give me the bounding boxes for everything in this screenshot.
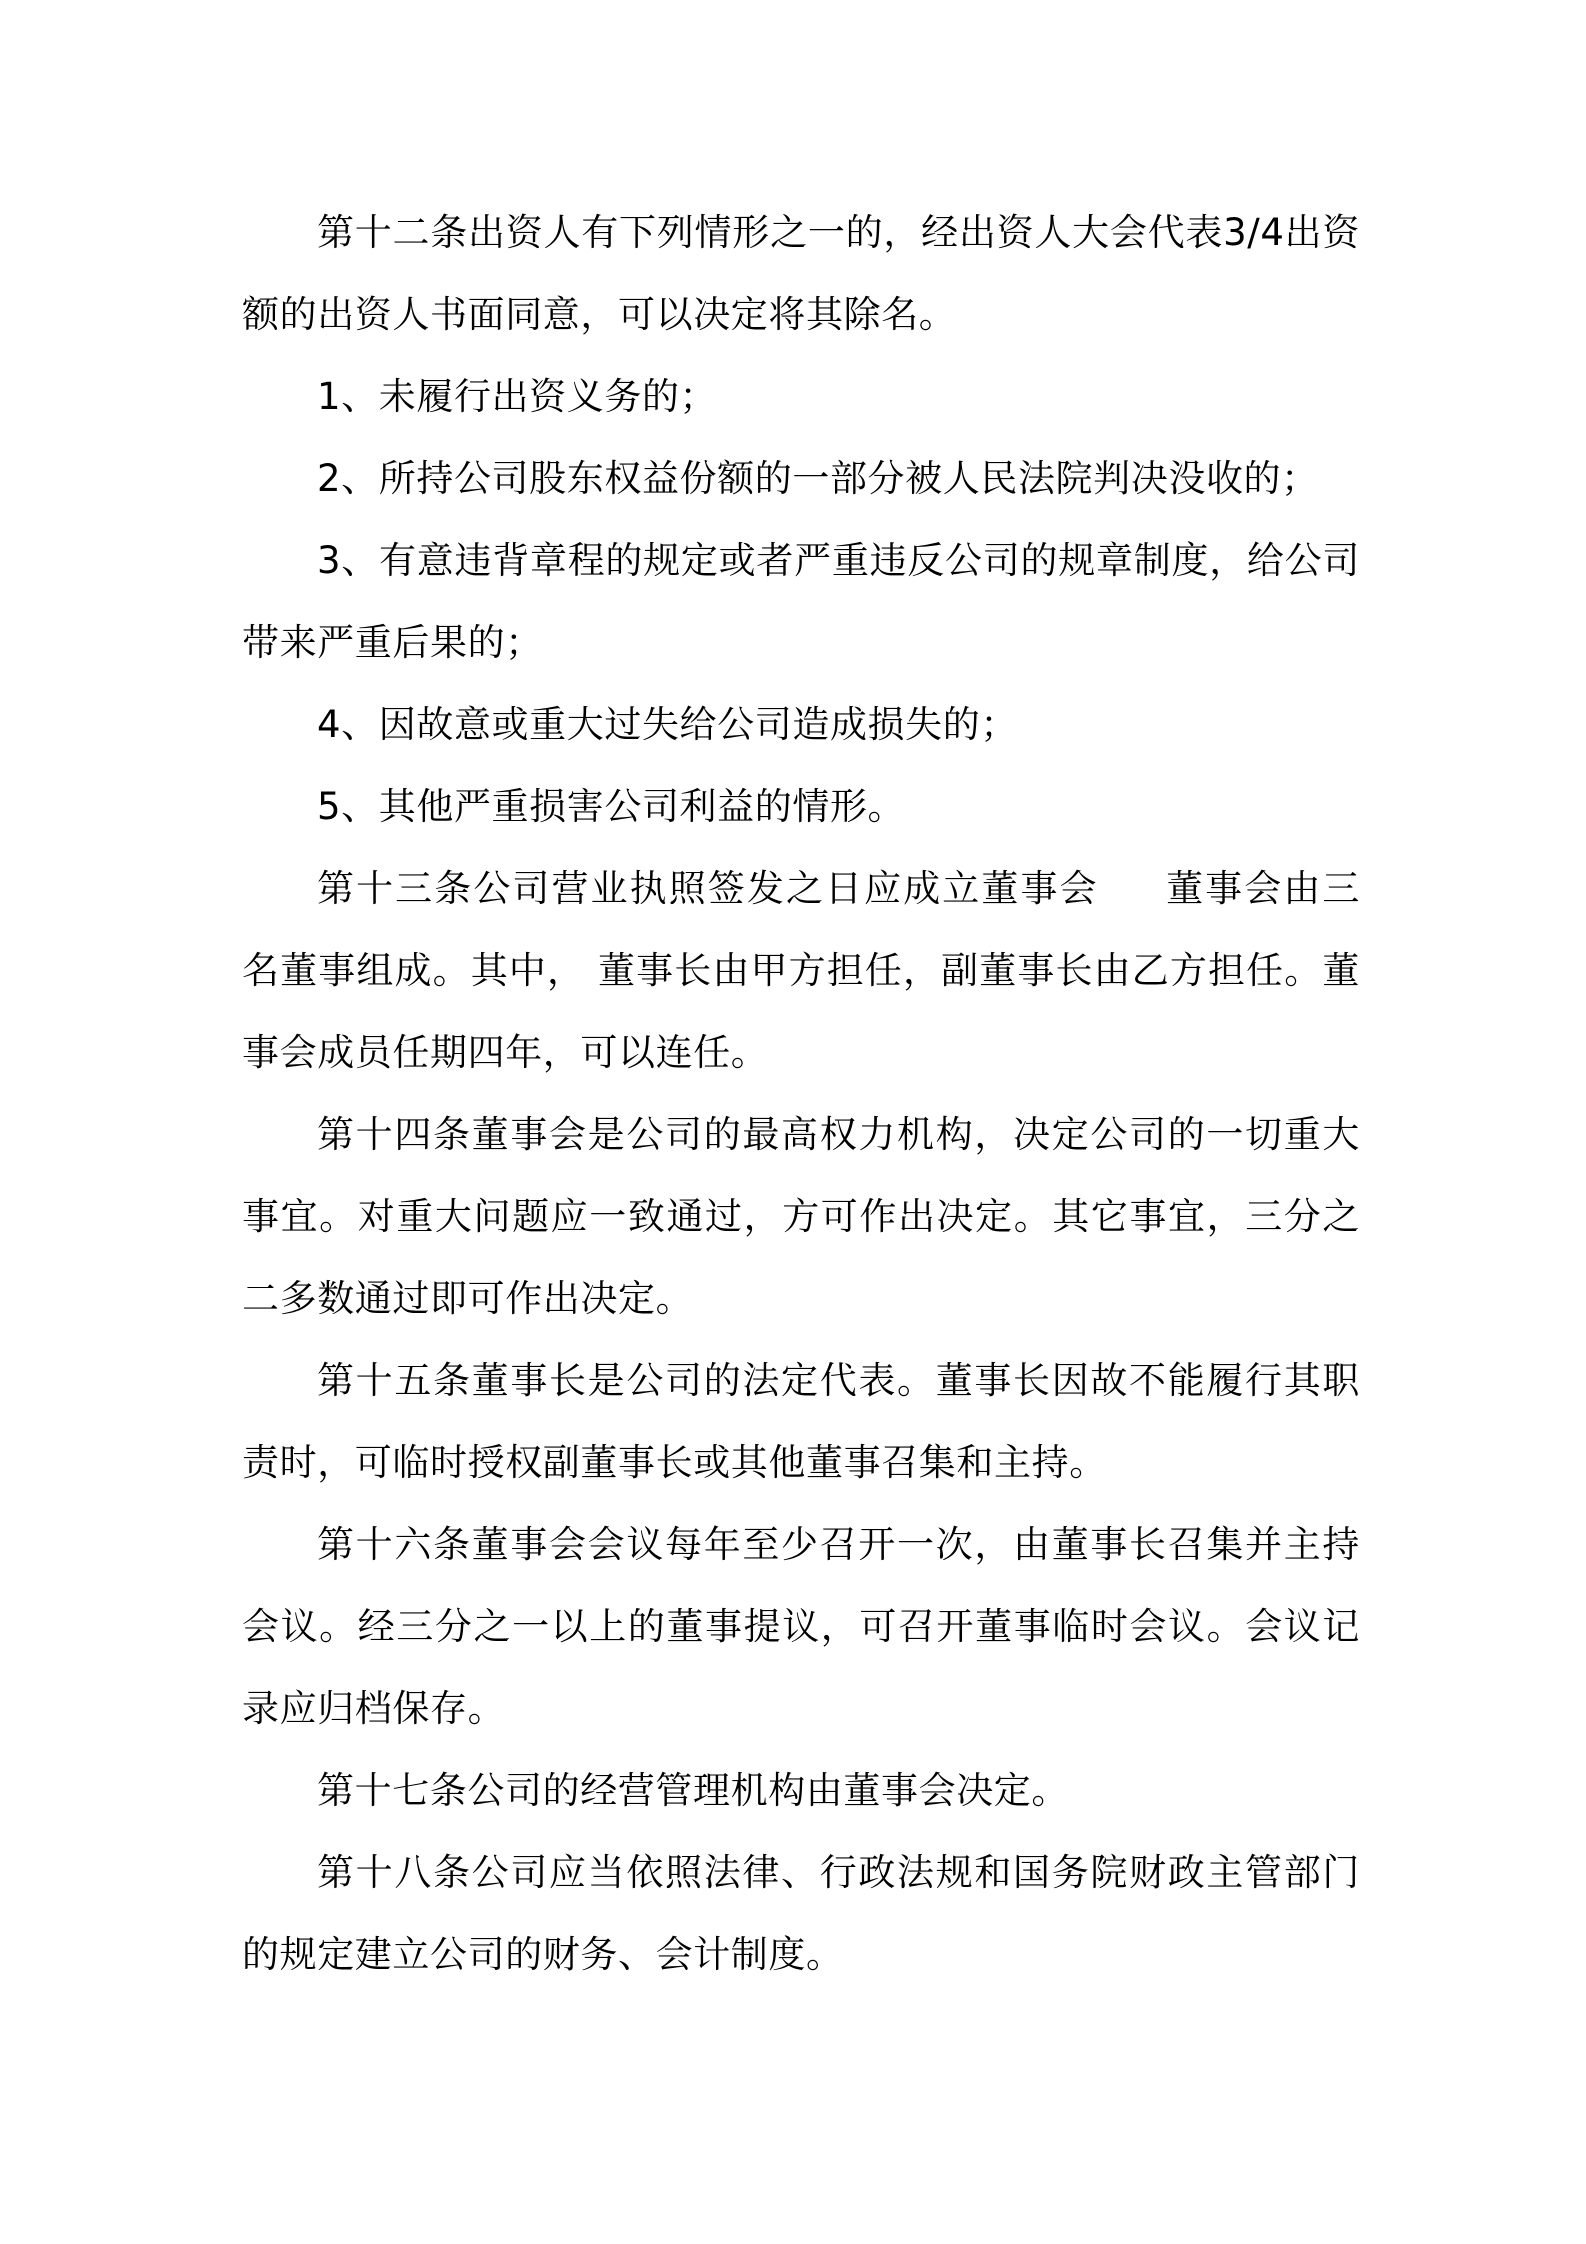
article-15: 第十五条董事长是公司的法定代表。董事长因故不能履行其职责时，可临时授权副董事长或其他董事召集和主持。	[242, 1359, 1360, 1484]
article-12-item-4: 4、因故意或重大过失给公司造成损失的；	[317, 703, 1018, 746]
article-13-part-1: 第十三条公司营业执照签发之日应成立董事会	[317, 867, 1099, 910]
article-13-part-3: 董事长由甲方担任，副董事长由乙方担任。董事会成员任期四年，可以连任。	[242, 949, 1360, 1074]
article-14: 第十四条董事会是公司的最高权力机构，决定公司的一切重大事宜。对重大问题应一致通过，方可作出决定。其它事宜，三分之二多数通过即可作出决定。	[242, 1113, 1360, 1320]
article-12-item-3: 3、有意违背章程的规定或者严重违反公司的规章制度，给公司带来严重后果的；	[242, 539, 1360, 664]
article-12-item-5: 5、其他严重损害公司利益的情形。	[317, 785, 906, 828]
article-12-item-2: 2、所持公司股东权益份额的一部分被人民法院判决没收的；	[317, 457, 1319, 500]
article-17: 第十七条公司的经营管理机构由董事会决定。	[317, 1769, 1069, 1812]
document-body	[242, 192, 1360, 1996]
article-12-item-1: 1、未履行出资义务的；	[317, 375, 718, 418]
article-12: 第十二条出资人有下列情形之一的，经出资人大会代表3/4出资额的出资人书面同意，可以决定将其除名。	[242, 211, 1360, 336]
article-18: 第十八条公司应当依照法律、行政法规和国务院财政主管部门的规定建立公司的财务、会计制度。	[242, 1851, 1360, 1976]
article-16: 第十六条董事会会议每年至少召开一次，由董事长召集并主持会议。经三分之一以上的董事提议，可召开董事临时会议。会议记录应归档保存。	[242, 1523, 1360, 1730]
article-13	[242, 848, 1360, 1094]
article-13-part-2: 董事会由三名董事组成。其中，	[242, 867, 1361, 992]
